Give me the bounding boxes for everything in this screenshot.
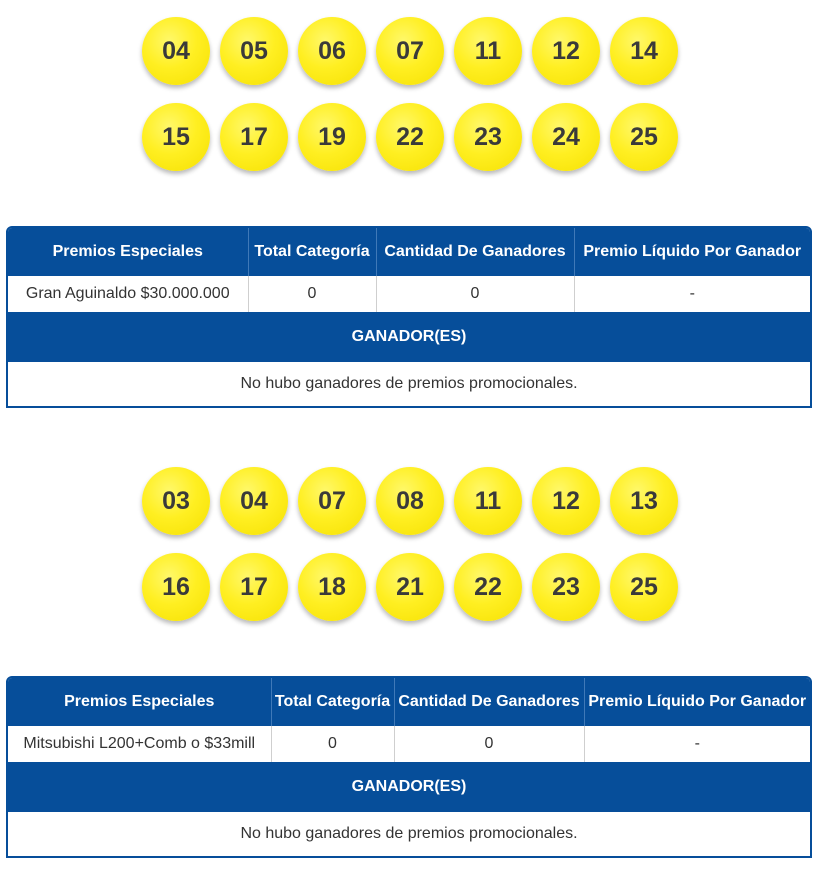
column-header-premios: Premios Especiales [8, 678, 271, 726]
prize-amount-cell: - [689, 285, 695, 302]
prize-table-draw2 [6, 676, 812, 858]
winners-count-cell: 0 [376, 276, 574, 312]
column-header-premio-liquido: Premio Líquido Por Ganador [584, 678, 810, 726]
prize-name-cell: Mitsubishi L200+Comb o $33mill [8, 726, 271, 762]
number-ball: 21 [376, 553, 444, 621]
number-ball: 19 [298, 103, 366, 171]
table-row [8, 276, 810, 312]
number-ball: 07 [376, 17, 444, 85]
column-header-total: Total Categoría [248, 228, 376, 276]
total-cell: 0 [271, 726, 394, 762]
number-ball: 22 [454, 553, 522, 621]
number-ball: 05 [220, 17, 288, 85]
winners-message: No hubo ganadores de premios promocionales. [8, 812, 810, 856]
winners-header: GANADOR(ES) [8, 762, 810, 812]
number-ball: 11 [454, 467, 522, 535]
table-header-row [8, 678, 810, 726]
number-ball: 12 [532, 467, 600, 535]
draw1-balls-row-2 [0, 103, 820, 175]
number-ball: 17 [220, 103, 288, 171]
draw2-balls-row-1 [0, 467, 820, 539]
number-ball: 25 [610, 103, 678, 171]
prize-table-draw1 [6, 226, 812, 408]
column-header-total: Total Categoría [271, 678, 394, 726]
draw2-balls-row-2 [0, 553, 820, 625]
number-ball: 04 [142, 17, 210, 85]
total-cell: 0 [248, 276, 376, 312]
prize-name-cell: Gran Aguinaldo $30.000.000 [8, 276, 248, 312]
draw1-balls-row-1 [0, 17, 820, 89]
number-ball: 23 [454, 103, 522, 171]
number-ball: 17 [220, 553, 288, 621]
column-header-premios: Premios Especiales [8, 228, 248, 276]
number-ball: 23 [532, 553, 600, 621]
number-ball: 15 [142, 103, 210, 171]
column-header-premio-liquido: Premio Líquido Por Ganador [574, 228, 810, 276]
number-ball: 07 [298, 467, 366, 535]
column-header-cantidad: Cantidad De Ganadores [394, 678, 584, 726]
number-ball: 16 [142, 553, 210, 621]
table-header-row [8, 228, 810, 276]
number-ball: 22 [376, 103, 444, 171]
prize-amount-cell: - [694, 735, 700, 752]
number-ball: 11 [454, 17, 522, 85]
number-ball: 25 [610, 553, 678, 621]
number-ball: 18 [298, 553, 366, 621]
number-ball: 14 [610, 17, 678, 85]
number-ball: 12 [532, 17, 600, 85]
winners-count-cell: 0 [394, 726, 584, 762]
number-ball: 24 [532, 103, 600, 171]
table-row [8, 726, 810, 762]
winners-message: No hubo ganadores de premios promocionales. [8, 362, 810, 406]
number-ball: 06 [298, 17, 366, 85]
winners-header: GANADOR(ES) [8, 312, 810, 362]
number-ball: 04 [220, 467, 288, 535]
number-ball: 08 [376, 467, 444, 535]
number-ball: 03 [142, 467, 210, 535]
column-header-cantidad: Cantidad De Ganadores [376, 228, 574, 276]
number-ball: 13 [610, 467, 678, 535]
